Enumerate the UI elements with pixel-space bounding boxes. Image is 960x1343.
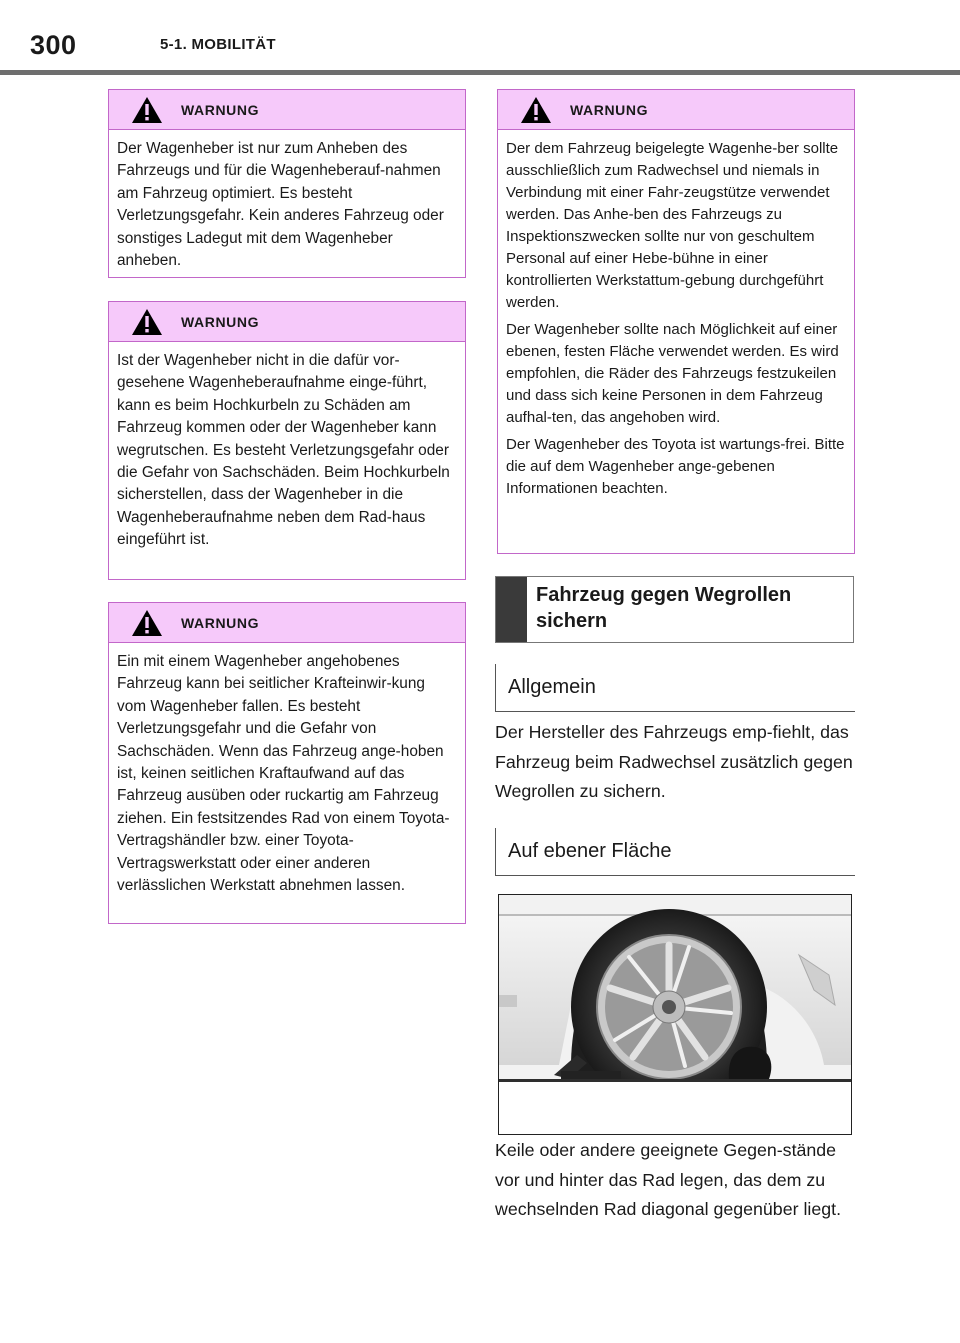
warning-triangle-icon <box>131 96 163 124</box>
warning-text <box>109 130 465 281</box>
subheading <box>495 664 855 712</box>
page-number: 300 <box>30 30 77 60</box>
subheading-text: Allgemein <box>508 676 596 698</box>
warning-title: WARNUNG <box>181 102 260 118</box>
warning-box <box>108 602 466 924</box>
warning-title: WARNUNG <box>181 615 260 631</box>
warning-paragraph: Der Wagenheber ist nur zum Anheben des Fahrzeugs und für die Wagenheberauf-nahmen am Fahrzeug optimiert. Es besteht Verletzungsgefahr. Kein anderes Fahrzeug oder sonstiges Ladegut mit dem Wagenheber anheben. <box>117 140 444 270</box>
warning-paragraph: Der Wagenheber sollte nach Möglichkeit auf einer ebenen, festen Fläche verwendet werden. Es wird empfohlen, die Räder des Fahrzeugs festzukeilen und dass sich keine Personen in dem Fahrzeug aufhal-ten, das angehoben wird. <box>506 321 839 426</box>
warning-title: WARNUNG <box>181 314 260 330</box>
warning-triangle-icon <box>131 609 163 637</box>
warning-header <box>109 302 465 342</box>
warning-triangle-icon <box>520 96 552 124</box>
warning-header <box>109 90 465 130</box>
section-heading <box>495 576 854 643</box>
heading-bar <box>496 577 527 642</box>
warning-paragraph: Der dem Fahrzeug beigelegte Wagenhe-ber sollte ausschließlich zum Radwechsel und niemals in Verbindung mit einer Fahr-zeugstütze verwendet werden. Das Anhe-ben des Fahrzeugs zu Inspektionszwecken sollte nur von geschultem Personal auf einer Hebe-bühne in einer kontrollierten Werkstattum-gebung durchgeführt werden. <box>506 140 839 311</box>
warning-title: WARNUNG <box>570 102 649 118</box>
warning-paragraph: Der Wagenheber des Toyota ist wartungs-frei. Bitte die auf dem Wagenheber ange-gebenen Informationen beachten. <box>506 436 845 497</box>
warning-paragraph: Ist der Wagenheber nicht in die dafür vor-gesehene Wagenheberaufnahme einge-führt, kann es beim Hochkurbeln zu Schäden am Fahrzeug kommen oder der Wagenheber kann wegrutschen. Es besteht Verletzungsgefahr oder die Gefahr von Sachschäden. Beim Hochkurbeln sicherstellen, dass der Wagenheber in die Wagenheberaufnahme neben dem Rad-haus eingeführt ist. <box>117 352 450 549</box>
warning-box <box>108 301 466 580</box>
section-title: 5-1. MOBILITÄT <box>160 36 276 53</box>
warning-header <box>498 90 854 130</box>
body-paragraph: Keile oder andere geeignete Gegen-stände vor und hinter das Rad legen, das dem zu wechselnden Rad diagonal gegenüber liegt. <box>495 1140 842 1219</box>
warning-box <box>108 89 466 278</box>
warning-header <box>109 603 465 643</box>
warning-text <box>109 342 465 561</box>
page-header <box>0 0 960 75</box>
wheel-image <box>499 895 852 1135</box>
warning-paragraph: Ein mit einem Wagenheber angehobenes Fahrzeug kann bei seitlicher Krafteinwir-kung vom Wagenheber fallen. Es besteht Verletzungsgefahr und die Gefahr von Sachschäden. Wenn das Fahrzeug ange-hoben ist, keinen seitlichen Kraftaufwand auf das Fahrzeug ausüben oder ruckartig am Fahrzeug ziehen. Ein festsitzendes Rad von einem Toyota-Vertragshändler bzw. einer Toyota-Vertragswerkstatt oder einer anderen verlässlichen Werkstatt abnehmen lassen. <box>117 653 450 895</box>
subheading-text: Auf ebener Fläche <box>508 840 672 862</box>
warning-triangle-icon <box>131 308 163 336</box>
header-rule <box>0 70 960 75</box>
body-paragraph: Der Hersteller des Fahrzeugs emp-fiehlt, das Fahrzeug beim Radwechsel zusätzlich gegen Wegrollen zu sichern. <box>495 722 853 801</box>
warning-box <box>497 89 855 554</box>
wheel-illustration <box>498 894 852 1135</box>
warning-text <box>109 643 465 906</box>
subheading <box>495 828 855 876</box>
warning-text <box>498 130 854 509</box>
heading-text: Fahrzeug gegen Wegrollen sichern <box>536 584 792 632</box>
